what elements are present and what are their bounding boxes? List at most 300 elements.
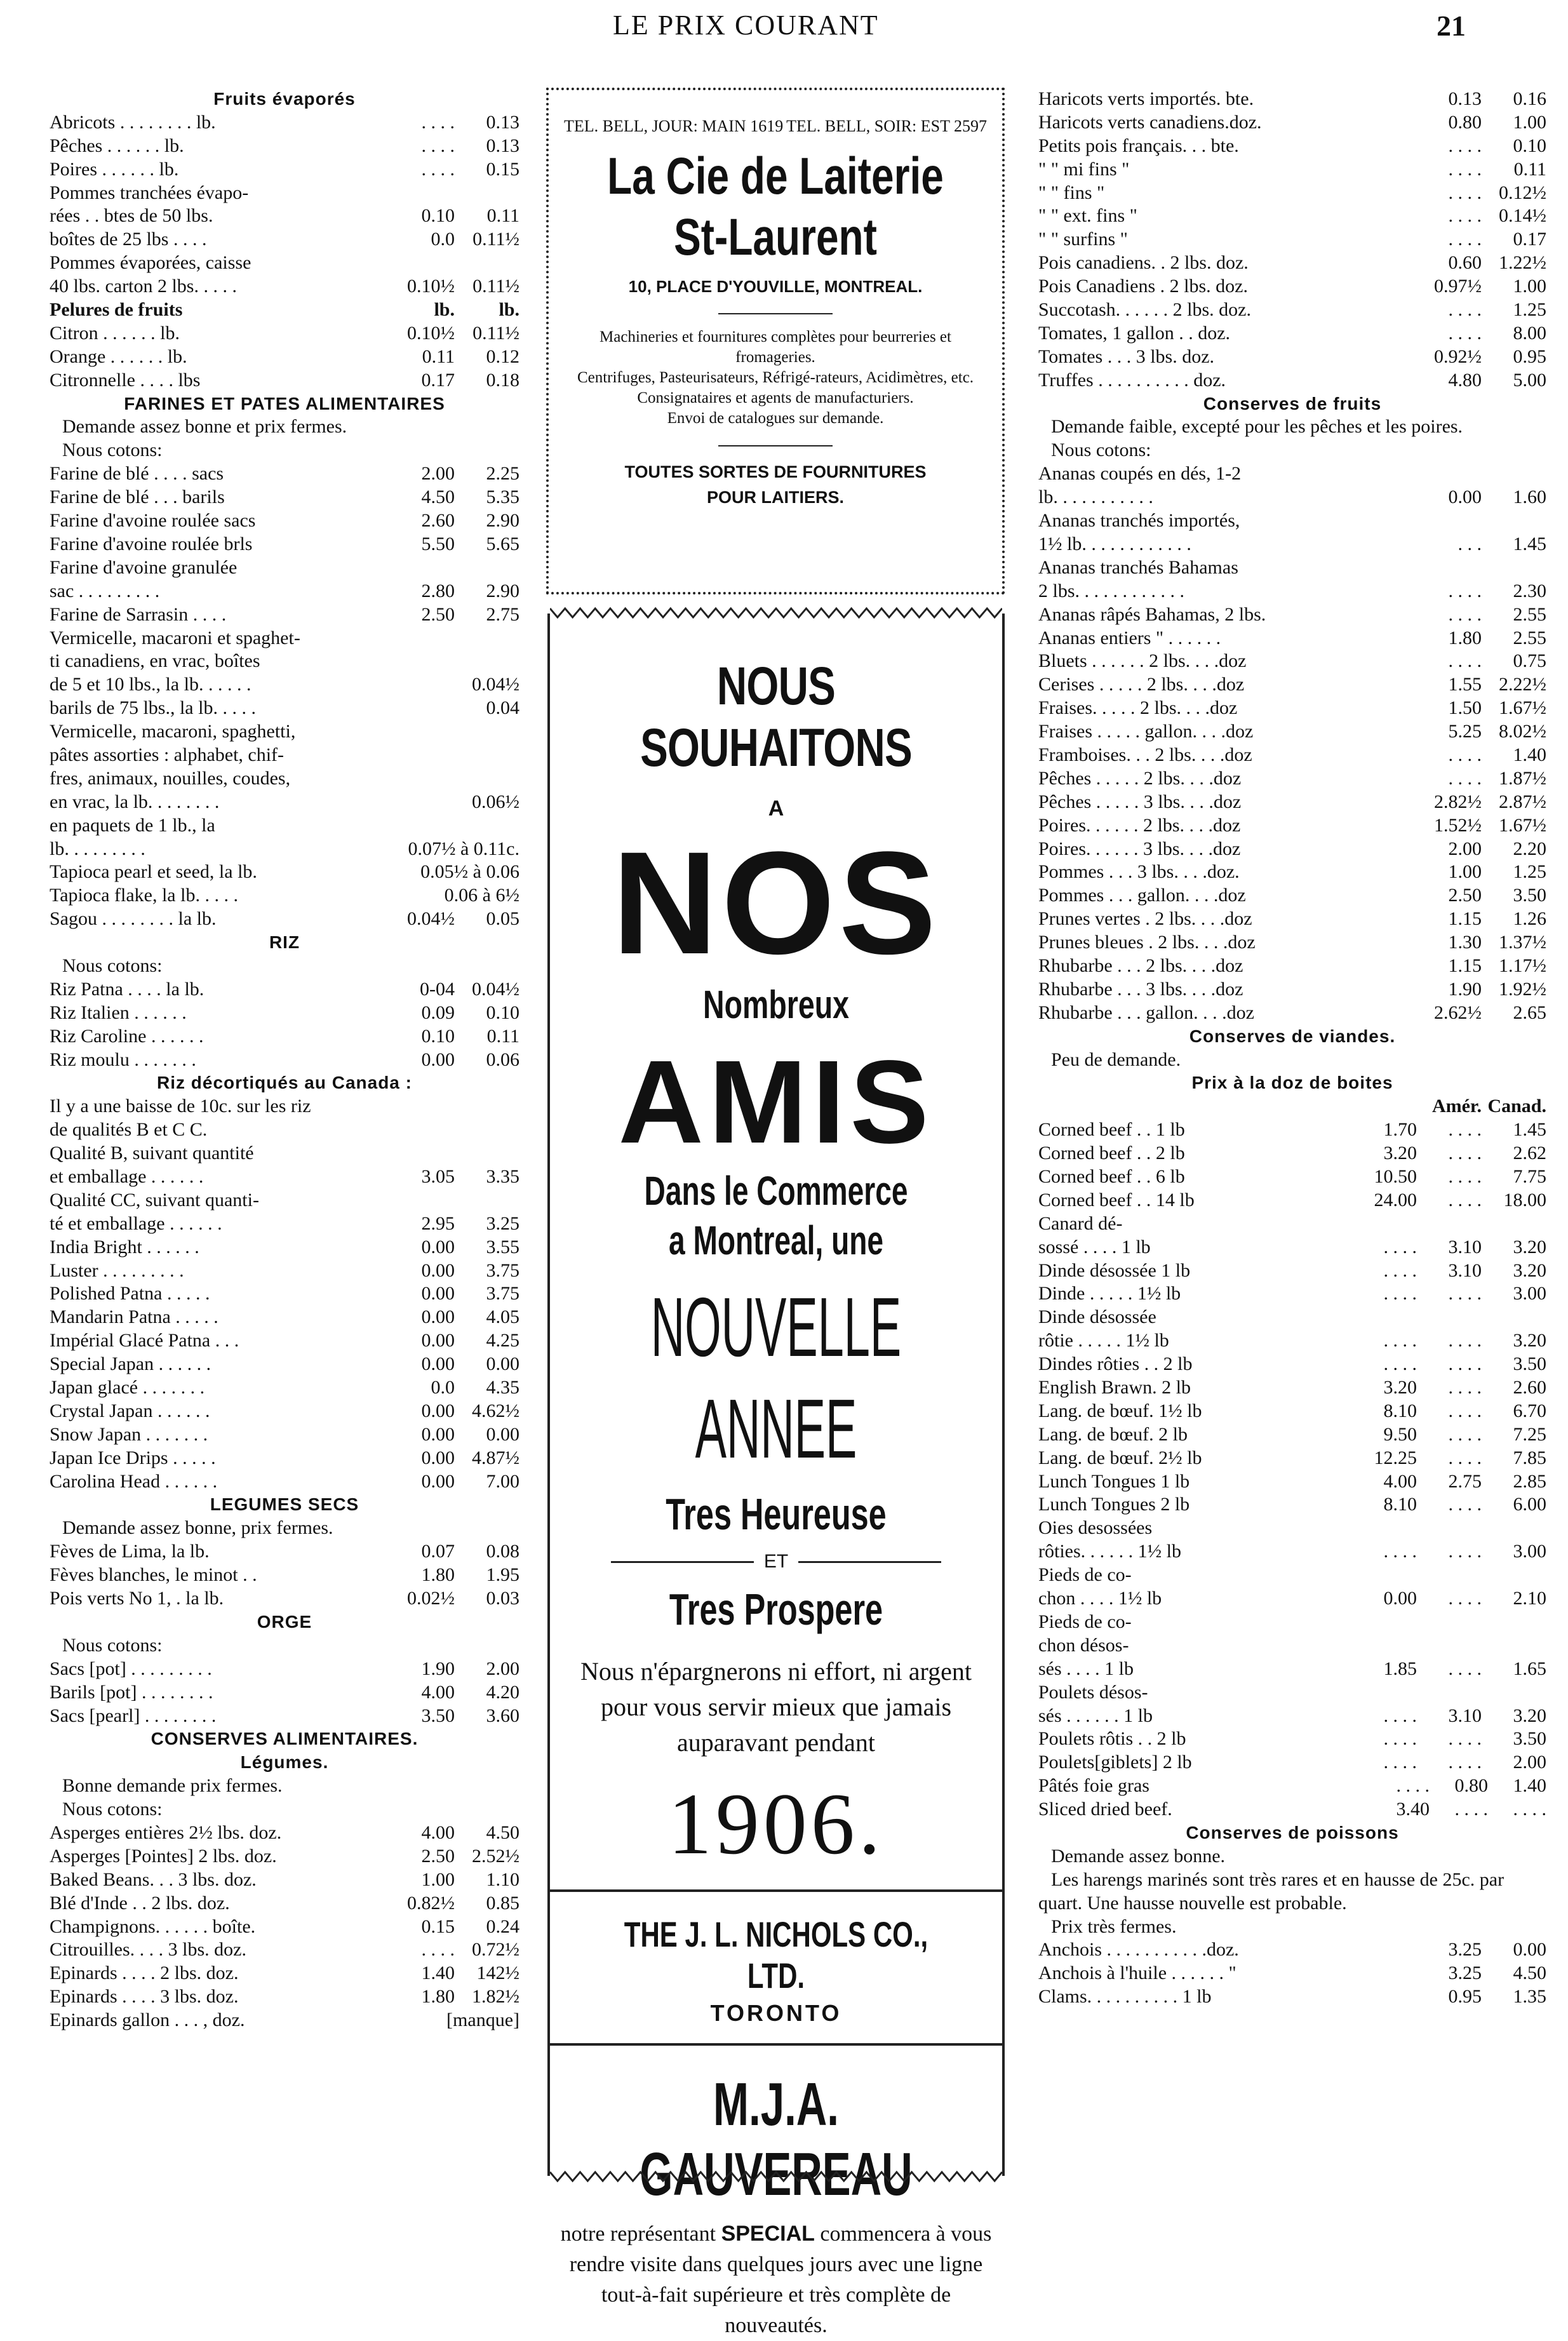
price-row (1038, 1376, 1546, 1400)
item-name: Cerises . . . . . 2 lbs. . . .doz (1038, 674, 1245, 695)
item-name: Barils [pot] . . . . . . . . (50, 1681, 213, 1703)
item-name: Fraises. . . . . 2 lbs. . . .doz (1038, 697, 1238, 719)
divider (718, 445, 833, 446)
price-row (50, 1892, 519, 1915)
price-value: 0.0 (431, 229, 455, 250)
price-row (1038, 1329, 1546, 1353)
price-row (1038, 533, 1546, 556)
item-name: Lang. de bœuf. 2 lb (1038, 1423, 1188, 1445)
price-row (50, 228, 519, 252)
price-value: 1.65 (1513, 1658, 1546, 1679)
price-value: 0.07 (421, 1541, 455, 1562)
item-name: Haricots verts importés. bte. (1038, 88, 1254, 109)
price-value: . . . . (1454, 1799, 1488, 1820)
price-value: 0.13 (486, 135, 519, 156)
divider (550, 1889, 1002, 1892)
price-row (1038, 1400, 1546, 1423)
price-value: 6.00 (1513, 1494, 1546, 1515)
price-value: 6.70 (1513, 1400, 1546, 1421)
price-value: 1.85 (1383, 1658, 1417, 1679)
item-name: lb. . . . . . . . . . . (1038, 486, 1153, 508)
price-value: 1.90 (421, 1658, 455, 1679)
item-name: Japan Ice Drips . . . . . (50, 1447, 216, 1468)
item-name: Rhubarbe . . . 2 lbs. . . .doz (1038, 955, 1243, 976)
ad-line-nous-souhaitons: NOUS SOUHAITONS (640, 656, 912, 777)
item-name: Fèves blanches, le minot . . (50, 1564, 257, 1586)
price-row (50, 1259, 519, 1283)
price-value: 0.95 (1513, 345, 1546, 367)
item-name: en vrac, la lb. . . . . . . . (50, 791, 220, 812)
item-name: Pois canadiens. . 2 lbs. doz. (1038, 252, 1249, 274)
item-name: Sacs [pearl] . . . . . . . . (50, 1705, 217, 1726)
item-name: Lang. de bœuf. 1½ lb (1038, 1400, 1202, 1421)
price-value: 4.35 (486, 1377, 519, 1399)
item-name: Anchois à l'huile . . . . . . " (1038, 1962, 1236, 1984)
price-row (50, 1845, 519, 1868)
price-value: 1.15 (1448, 908, 1482, 930)
price-value: . . . . (1383, 1236, 1417, 1258)
ad-line-commerce: Dans le Commerce (644, 1168, 908, 1214)
item-label: Farine d'avoine granulée (50, 556, 238, 578)
price-row (1038, 1002, 1546, 1025)
divider (718, 313, 833, 314)
price-value: 0.75 (1513, 650, 1546, 672)
item-name: Riz Patna . . . . la lb. (50, 978, 204, 1000)
price-value: 0.95 (1448, 1986, 1482, 2008)
note-text: Demande assez bonne, prix fermes. (62, 1517, 333, 1539)
item-name: Petits pois français. . . bte. (1038, 135, 1239, 156)
item-name: Champignons. . . . . . boîte. (50, 1915, 256, 1937)
price-value: 0-04 (420, 978, 455, 1000)
item-name: Epinards . . . . 3 lbs. doz. (50, 1986, 239, 2008)
item-name: Riz Caroline . . . . . . (50, 1025, 204, 1047)
item-name: Pêches . . . . . 3 lbs. . . .doz (1038, 791, 1242, 812)
item-name: Special Japan . . . . . . (50, 1353, 211, 1375)
item-name: Polished Patna . . . . . (50, 1283, 210, 1305)
price-value: 4.20 (486, 1681, 519, 1703)
price-value: . . . . (1448, 1283, 1482, 1305)
price-value: 0.11½ (472, 276, 519, 297)
price-value: . . . . (1448, 158, 1482, 180)
price-value: 1.45 (1513, 1119, 1546, 1141)
price-row (1038, 486, 1546, 509)
price-value: 2.80 (421, 580, 455, 601)
price-value: 1.25 (1513, 861, 1546, 883)
section-heading: RIZ (269, 932, 300, 953)
price-value: 3.50 (421, 1705, 455, 1726)
price-value: . . . . (1448, 767, 1482, 789)
item-label: Il y a une baisse de 10c. sur les riz (50, 1096, 311, 1117)
item-name: Clams. . . . . . . . . . 1 lb (1038, 1986, 1212, 2008)
item-label: Oies desossées (1038, 1517, 1153, 1539)
item-name: Citronnelle . . . . lbs (50, 369, 201, 391)
price-value: 4.05 (486, 1306, 519, 1328)
price-value (1313, 1774, 1371, 1798)
price-value: 0.00 (486, 1353, 519, 1375)
price-value: 4.80 (1448, 369, 1482, 391)
price-value: 0.03 (486, 1588, 519, 1609)
item-label: Pieds de co- (1038, 1611, 1132, 1632)
price-row (50, 978, 519, 1002)
price-value: 8.10 (1383, 1494, 1417, 1515)
price-value: 3.10 (1448, 1705, 1482, 1726)
section-heading: Conserves de fruits (1203, 393, 1382, 413)
price-value: Canad. (1487, 1096, 1546, 1117)
price-value: 2.00 (1448, 838, 1482, 859)
price-row (1038, 955, 1546, 978)
price-row (1038, 322, 1546, 345)
price-row (50, 1587, 519, 1611)
price-row (1038, 884, 1546, 908)
price-row (50, 298, 519, 322)
item-name: Rhubarbe . . . 3 lbs. . . .doz (1038, 978, 1243, 1000)
item-label: Pieds de co- (1038, 1564, 1132, 1586)
item-name: Sacs [pot] . . . . . . . . . (50, 1658, 212, 1679)
price-row (1038, 182, 1546, 205)
price-value: . . . . (1383, 1283, 1417, 1305)
section-heading: FARINES ET PATES ALIMENTAIRES (124, 393, 445, 413)
price-value: 0.04½ (472, 674, 519, 695)
item-name: Pelures de fruits (50, 299, 183, 321)
item-name: Blé d'Inde . . 2 lbs. doz. (50, 1892, 230, 1914)
item-label: Ananas tranchés Bahamas (1038, 556, 1238, 578)
item-name: Lang. de bœuf. 2½ lb (1038, 1447, 1202, 1468)
ad-line-montreal: a Montreal, une (669, 1217, 883, 1263)
price-value: 2.87½ (1499, 791, 1546, 812)
price-value: 5.65 (486, 533, 519, 554)
item-name: Succotash. . . . . . 2 lbs. doz. (1038, 299, 1251, 321)
price-value: . . . . (1448, 744, 1482, 765)
price-value: . . . . (1383, 1330, 1417, 1352)
price-value: 0.15 (486, 158, 519, 180)
price-value: 0.00 (421, 1353, 455, 1375)
price-value: 0.00 (421, 1470, 455, 1492)
note-text: Prix très fermes. (1051, 1915, 1177, 1937)
price-row (1038, 298, 1546, 322)
item-name: Asperges [Pointes] 2 lbs. doz. (50, 1845, 277, 1867)
price-value: . . . . (1448, 1353, 1482, 1375)
price-value: 0.12 (486, 345, 519, 367)
price-value: . . . . (1448, 1541, 1482, 1562)
price-value: 2.50 (421, 1845, 455, 1867)
price-value: . . . . (421, 158, 455, 180)
price-value: . . . . (1383, 1752, 1417, 1773)
price-row (50, 1962, 519, 1985)
price-row (1038, 814, 1546, 838)
price-row (50, 345, 519, 369)
item-name: " " fins " (1038, 182, 1105, 203)
price-value: 1.00 (1513, 276, 1546, 297)
price-value: 0.17 (1513, 229, 1546, 250)
price-value: 1.26 (1513, 908, 1546, 930)
note-text: Nous cotons: (62, 1799, 163, 1820)
price-value: 8.00 (1513, 322, 1546, 344)
item-name: Tapioca flake, la lb. . . . . (50, 885, 238, 906)
item-name: Dinde désossée 1 lb (1038, 1259, 1191, 1281)
item-label: de qualités B et C C. (50, 1119, 208, 1141)
price-value: 3.60 (486, 1705, 519, 1726)
price-value: lb. (499, 299, 519, 321)
price-row (50, 697, 519, 720)
price-value: 1.40 (1513, 1775, 1546, 1797)
price-value: 0.14½ (1499, 205, 1546, 227)
price-value: 3.25 (1448, 1939, 1482, 1961)
price-value: 2.00 (1513, 1752, 1546, 1773)
price-value: 8.10 (1383, 1400, 1417, 1421)
divider (611, 1561, 754, 1563)
price-value: 1.45 (1513, 533, 1546, 554)
price-value: 0.11 (486, 1025, 519, 1047)
price-value: 0.10½ (407, 276, 455, 297)
item-name: barils de 75 lbs., la lb. . . . . (50, 697, 256, 719)
price-value: 0.15 (421, 1915, 455, 1937)
price-value: 1.00 (421, 1868, 455, 1890)
price-row (50, 1329, 519, 1353)
ad-company-name: La Cie de Laiterie St-Laurent (607, 147, 944, 266)
price-value: 1.87½ (1499, 767, 1546, 789)
item-name: Orange . . . . . . lb. (50, 345, 187, 367)
price-value: 2.00 (421, 463, 455, 485)
price-row (1038, 791, 1546, 814)
note-text: Nous cotons: (62, 439, 163, 461)
price-value: 0.00 (421, 1049, 455, 1070)
price-value: 0.00 (421, 1447, 455, 1468)
ad-desc-3: Consignataires et agents de manufacturiers. (637, 389, 914, 406)
price-value: 0.00 (421, 1259, 455, 1281)
note-text: Demande faible, excepté pour les pêches et les poires. (1051, 416, 1463, 438)
item-name: Rhubarbe . . . gallon. . . .doz (1038, 1002, 1254, 1023)
price-value: 7.25 (1513, 1423, 1546, 1445)
price-row (50, 135, 519, 158)
price-row (1038, 1236, 1546, 1259)
price-row (1038, 228, 1546, 252)
item-name: Snow Japan . . . . . . . (50, 1423, 208, 1445)
price-value: 0.06½ (472, 791, 519, 812)
section-heading: Fruits évaporés (213, 89, 356, 109)
item-name: Riz Italien . . . . . . (50, 1002, 187, 1023)
section-heading: Conserves de viandes. (1189, 1026, 1396, 1046)
price-row (50, 1447, 519, 1470)
price-value: 4.00 (421, 1681, 455, 1703)
price-value: 0.00 (1513, 1939, 1546, 1961)
price-value: 1.00 (1513, 111, 1546, 133)
item-label: Ananas coupés en dés, 1-2 (1038, 463, 1242, 485)
price-value: 1.92½ (1499, 978, 1546, 1000)
price-value: 1.67½ (1499, 697, 1546, 719)
item-name: Haricots verts canadiens.doz. (1038, 111, 1262, 133)
price-value: 0.10 (486, 1002, 519, 1023)
price-value: 3.20 (1513, 1330, 1546, 1352)
price-value: . . . . (1396, 1775, 1430, 1797)
item-name: Farine de blé . . . . sacs (50, 463, 224, 485)
price-row (1038, 1447, 1546, 1470)
price-row (1038, 650, 1546, 673)
ad-company-nichols: THE J. L. NICHOLS CO., LTD. (624, 1914, 928, 1996)
price-value: 1.55 (1448, 674, 1482, 695)
price-row (50, 1002, 519, 1025)
price-value: 5.25 (1448, 721, 1482, 742)
item-name: Luster . . . . . . . . . (50, 1259, 184, 1281)
price-value: 0.00 (1383, 1588, 1417, 1609)
item-name: Farine de Sarrasin . . . . (50, 603, 227, 625)
price-row (1038, 1658, 1546, 1681)
price-row (50, 1564, 519, 1587)
item-name: Baked Beans. . . 3 lbs. doz. (50, 1868, 257, 1890)
price-value: 2.00 (486, 1658, 519, 1679)
item-name: 40 lbs. carton 2 lbs. . . . . (50, 276, 237, 297)
price-value: 0.00 (486, 1423, 519, 1445)
price-value: . . . . (1448, 580, 1482, 601)
price-row (1038, 88, 1546, 111)
price-value: 1.00 (1448, 861, 1482, 883)
price-row (50, 1938, 519, 1962)
price-value: 3.50 (1513, 1728, 1546, 1750)
price-value: 3.25 (486, 1212, 519, 1234)
price-value (390, 697, 455, 720)
price-value: 2.20 (1513, 838, 1546, 859)
price-row (50, 1353, 519, 1376)
item-name: Poulets[giblets] 2 lb (1038, 1752, 1192, 1773)
price-value: 2.90 (486, 510, 519, 532)
price-value: 1.90 (1448, 978, 1482, 1000)
price-row (50, 1049, 519, 1072)
item-name: Lunch Tongues 2 lb (1038, 1494, 1190, 1515)
item-label: Vermicelle, macaroni, spaghetti, (50, 721, 296, 742)
item-name: " " ext. fins " (1038, 205, 1137, 227)
price-row (1038, 1165, 1546, 1189)
item-name: Bluets . . . . . . 2 lbs. . . .doz (1038, 650, 1247, 672)
price-value: 0.72½ (472, 1939, 519, 1961)
price-row (50, 908, 519, 931)
price-value: 0.80 (1454, 1775, 1488, 1797)
price-row (1038, 697, 1546, 720)
item-name: Mandarin Patna . . . . . (50, 1306, 218, 1328)
item-name: Crystal Japan . . . . . . (50, 1400, 210, 1421)
price-row (1038, 1470, 1546, 1494)
ad-et-text: ET (763, 1551, 789, 1572)
item-name: Abricots . . . . . . . . lb. (50, 111, 216, 133)
item-name: 1½ lb. . . . . . . . . . . . (1038, 533, 1191, 554)
price-value: 0.18 (486, 369, 519, 391)
price-value: 142½ (476, 1962, 519, 1984)
section-heading: ORGE (257, 1611, 312, 1632)
price-value: 3.20 (1513, 1236, 1546, 1258)
item-name: sés . . . . . . 1 lb (1038, 1705, 1153, 1726)
price-value: 0.00 (421, 1423, 455, 1445)
price-value: . . . . (1448, 1377, 1482, 1399)
price-value: 0.00 (1448, 486, 1482, 508)
item-name: Poires. . . . . . 3 lbs. . . .doz (1038, 838, 1241, 859)
item-name: Pêches . . . . . 2 lbs. . . .doz (1038, 767, 1242, 789)
price-row (50, 1821, 519, 1845)
price-value: 0.60 (1448, 252, 1482, 274)
price-value (390, 673, 455, 697)
note-text: Nous cotons: (62, 1634, 163, 1656)
price-value: 18.00 (1503, 1189, 1546, 1211)
item-name: Corned beef . . 2 lb (1038, 1143, 1185, 1164)
price-value: 3.25 (1448, 1962, 1482, 1984)
item-name: Lunch Tongues 1 lb (1038, 1470, 1190, 1492)
price-value: 3.05 (421, 1166, 455, 1188)
price-row (1038, 580, 1546, 603)
price-row (50, 1423, 519, 1447)
ad-new-year-greetings (547, 614, 1005, 2337)
item-label: ti canadiens, en vrac, boîtes (50, 650, 260, 672)
rep-text-after: commencera à vous rendre visite dans quelques jours avec une ligne tout-à-fait supérieure et très complète de nouveautés. (569, 2222, 992, 2337)
price-row (1038, 908, 1546, 931)
price-value: . . . . (421, 111, 455, 133)
price-value: 2.75 (1448, 1470, 1482, 1492)
price-value: . . . . (1448, 182, 1482, 203)
section-heading: Prix à la doz de boites (1191, 1073, 1393, 1093)
item-name: Ananas entiers " . . . . . . (1038, 627, 1221, 648)
ad-line-nombreux: Nombreux (703, 983, 849, 1027)
price-row (50, 369, 519, 392)
right-price-column (1038, 88, 1546, 2009)
price-value: . . . . (1448, 1752, 1482, 1773)
price-value: 3.00 (1513, 1283, 1546, 1305)
price-value: 7.75 (1513, 1166, 1546, 1188)
price-row (1038, 978, 1546, 1002)
price-value: . . . . (1448, 650, 1482, 672)
price-value: 3.40 (1396, 1799, 1430, 1820)
price-value: 1.40 (421, 1962, 455, 1984)
item-label: Canard dé- (1038, 1212, 1123, 1234)
price-value: 0.13 (486, 111, 519, 133)
price-row (50, 1470, 519, 1494)
price-value: 4.87½ (472, 1447, 519, 1468)
price-row (1038, 1962, 1546, 1985)
item-name: Japan glacé . . . . . . . (50, 1377, 205, 1399)
price-row (50, 205, 519, 228)
price-value: 1.35 (1513, 1986, 1546, 2008)
price-value: 2.75 (486, 603, 519, 625)
price-value: 4.00 (1383, 1470, 1417, 1492)
price-row (50, 533, 519, 556)
item-label: fres, animaux, nouilles, coudes, (50, 767, 291, 789)
price-row (1038, 158, 1546, 182)
price-row (1038, 205, 1546, 228)
note-text: Demande assez bonne et prix fermes. (62, 416, 347, 438)
item-name: sés . . . . 1 lb (1038, 1658, 1134, 1679)
price-row (1038, 1705, 1546, 1728)
item-name: Truffes . . . . . . . . . . doz. (1038, 369, 1226, 391)
price-row (1038, 1587, 1546, 1611)
item-name: de 5 et 10 lbs., la lb. . . . . . (50, 674, 251, 695)
price-value: 0.10 (421, 1025, 455, 1047)
ad-tagline: TOUTES SORTES DE FOURNITURES POUR LAITIERS. (624, 462, 927, 507)
price-row (50, 1376, 519, 1400)
item-name: Riz moulu . . . . . . . (50, 1049, 196, 1070)
item-name: Asperges entières 2½ lbs. doz. (50, 1822, 282, 1844)
price-row (1038, 275, 1546, 298)
price-value: 0.12½ (1499, 182, 1546, 203)
price-value: 0.04½ (407, 908, 455, 930)
item-name: Pommes . . . gallon. . . .doz (1038, 885, 1246, 906)
item-name: Prunes vertes . 2 lbs. . . .doz (1038, 908, 1252, 930)
ad-desc-2: Centrifuges, Pasteurisateurs, Réfrigé-rateurs, Acidimètres, etc. (577, 369, 974, 386)
price-value: 3.20 (1383, 1377, 1417, 1399)
price-value: 2.62½ (1434, 1002, 1482, 1023)
price-value: 3.00 (1513, 1541, 1546, 1562)
ad-telephone-line (549, 90, 1002, 137)
price-row (1038, 1353, 1546, 1376)
price-value: 7.00 (486, 1470, 519, 1492)
note-text: Nous cotons: (1051, 439, 1151, 461)
item-name: lb. . . . . . . . . (50, 838, 145, 859)
price-value: 2.60 (1513, 1377, 1546, 1399)
price-value: 9.50 (1383, 1423, 1417, 1445)
